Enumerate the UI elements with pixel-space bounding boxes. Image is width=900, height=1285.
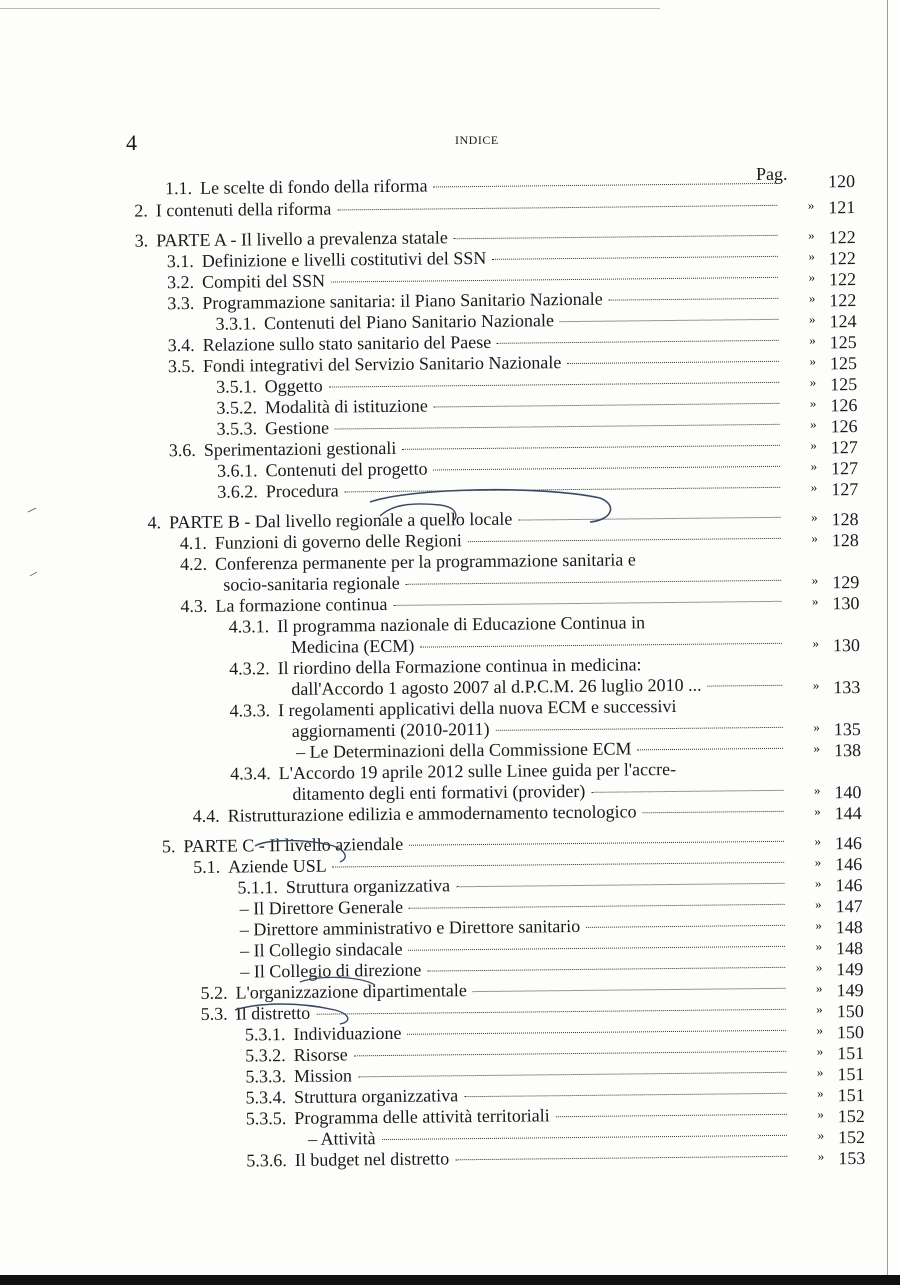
ditto-mark: » [812,635,819,651]
ditto-mark: » [808,311,816,327]
toc-entry-number: 3.2. [166,271,195,293]
toc-entry-number: 5. [161,836,176,857]
toc-entry-number: 2. [134,200,148,221]
toc-entry-number: 4. [147,512,162,533]
ditto-mark: » [808,227,815,243]
toc-entry-number: 3.3. [167,292,195,314]
toc-entry-title: PARTE C - Il livello aziendale [183,833,404,857]
page-number-value: 127 [830,458,859,479]
toc-entry-title: Programmazione sanitaria: il Piano Sanitario Nazionale [202,288,603,313]
toc-entry-number: 4.3.4. [230,763,271,784]
toc-entry-title: I regolamenti applicativi della nuova ECM e successivi [277,695,677,721]
page-number-value: 151 [837,1084,865,1106]
page-number-value: 135 [833,719,861,740]
toc-entry-title: Medicina (ECM) [290,635,415,657]
toc-entry-number: 3.4. [167,334,195,356]
page-number-value: 148 [835,938,864,959]
ditto-mark: » [816,1043,824,1059]
ditto-mark: » [809,395,817,411]
ditto-mark: » [815,938,823,954]
toc-entry-number: 5.1. [193,856,221,878]
ditto-mark: » [813,740,821,756]
ditto-mark: » [816,1064,824,1080]
page-number-value: 146 [835,875,863,896]
toc-entry-number: 5.3.1. [244,1024,286,1045]
toc-entry-title: – Direttore amministrativo e Direttore sanitario [239,915,581,940]
toc-entry-title: – Il Direttore Generale [239,896,404,919]
page-number-value: 129 [832,572,860,593]
toc-entry-number: 4.3.3. [229,700,271,721]
toc-entry-number: 4.3.2. [229,658,270,679]
pen-mark-underline [370,490,611,522]
toc-entry-number: 4.1. [179,532,207,554]
ditto-mark: » [814,833,822,849]
page-number-value: 126 [830,395,858,416]
page-number-value: 124 [829,311,857,332]
toc-entry-title: – Il Collegio di direzione [240,959,422,982]
page-number-value: 121 [828,197,856,218]
ditto-mark: » [809,374,817,390]
page-number-value: 128 [831,509,859,530]
page-number-value: 144 [834,803,862,824]
page-number-value: 138 [833,740,862,761]
page-number-value: 148 [835,917,863,938]
ditto-mark: » [814,803,821,819]
toc-entry-number: 3.5.3. [216,418,258,439]
toc-entry-title: Il programma nazionale di Educazione Continua in [277,612,646,637]
toc-entry-title: La formazione continua [215,593,388,616]
toc-entry-number: 4.3. [180,595,208,617]
ditto-mark: » [816,1022,824,1038]
page-number-value: 130 [832,635,861,656]
toc-entry-number: 5.3.2. [245,1045,286,1066]
toc-entry-title: Funzioni di governo delle Regioni [214,530,462,553]
toc-entry-title: PARTE B - Dal livello regionale a quello locale [168,508,513,533]
ditto-mark: » [813,719,820,735]
page-number-value: 122 [829,290,857,311]
toc-entry-title: ditamento degli enti formativi (provider) [292,780,586,804]
toc-entry-title: Individuazione [293,1022,402,1044]
margin-mark [30,572,37,576]
toc-entry-number: 3.5.2. [216,397,257,418]
page-number-value: 127 [830,437,858,458]
ditto-mark: » [815,959,823,975]
page-number-value: 146 [834,833,863,854]
margin-mark [28,508,36,512]
toc-entry-title: Mission [293,1065,353,1086]
pen-mark-underline [235,1004,348,1024]
page-number-value: 149 [836,959,864,980]
toc-entry-title: Programma delle attività territoriali [294,1105,550,1128]
ditto-mark: » [817,1085,824,1101]
ditto-mark: » [810,479,818,495]
toc-entry-number: 5.3.6. [246,1150,287,1171]
toc-entry-title: L'organizzazione dipartimentale [235,980,467,1003]
page-number-value: 152 [837,1126,866,1148]
toc-entry-title: Il distretto [235,1002,311,1024]
ditto-mark: » [808,248,815,264]
ditto-mark: » [815,980,823,996]
toc-entry-title: I contenuti della riforma [155,198,332,221]
toc-entry-title: L'Accordo 19 aprile 2012 sulle Linee guida per l'accre- [278,758,677,784]
toc-entry-title: Contenuti del Piano Sanitario Nazionale [263,310,555,334]
toc-entry-title: Procedura [265,480,339,502]
toc-entry-number: 5.3. [200,1003,228,1024]
ditto-mark: » [810,509,818,525]
ditto-mark: » [817,1127,825,1143]
toc-entry-title: Aziende USL [228,855,327,877]
page-number-value: 150 [836,1021,865,1043]
toc-entry-title: Ristrutturazione edilizia e ammodernamento tecnologico [227,801,637,826]
page-number-value: 150 [836,1001,864,1022]
toc-entry-number: 3.5. [167,355,196,377]
ditto-mark: » [814,875,822,891]
page-number-value: 122 [828,248,856,269]
ditto-mark: » [811,572,819,588]
ditto-mark: » [811,530,818,546]
toc-entry-number: 3.6.1. [216,460,258,481]
toc-entry-title: – Attività [307,1128,376,1149]
ditto-mark: » [809,332,816,348]
page-number-value: 151 [837,1063,865,1085]
ditto-mark: » [814,854,822,870]
toc-entry-number: 5.3.4. [245,1087,287,1108]
ditto-mark: » [817,1106,824,1122]
toc-entry-title: Compiti del SSN [201,270,326,292]
toc-entry-title: Il budget nel distretto [294,1148,450,1170]
toc-entry-title: Gestione [265,417,330,439]
ditto-mark: » [807,197,815,213]
toc-entry-title: – Il Collegio sindacale [239,938,403,961]
toc-entry-number: 3.1. [166,250,194,272]
toc-entry-title: – Le Determinazioni della Commissione ECM [295,738,632,762]
ditto-mark: » [813,782,821,798]
toc-entry-title: Sperimentazioni gestionali [203,437,397,460]
pen-mark-stroke [300,977,375,985]
ditto-mark: » [810,458,818,474]
page-column-label: Pag. [756,164,788,184]
page-number-value: 147 [835,896,863,917]
page-number-value: 122 [828,227,856,248]
page-number-value: 140 [834,782,862,803]
toc-entry-number: 4.3.1. [228,616,270,637]
pen-mark-loop [380,504,456,522]
page-number-value: 151 [837,1042,865,1064]
toc-entry-title: PARTE A - Il livello a prevalenza statale [156,227,448,251]
toc-entry-number: 3.5.1. [216,376,257,397]
page-number-value: 133 [833,677,861,698]
toc-entry-number: 3.6. [168,439,196,461]
running-head: INDICE [455,133,499,147]
page-number-value: 149 [836,980,864,1001]
page-number-value: 120 [827,171,856,192]
page-number-value: 125 [829,353,858,374]
toc-entry-number: 5.2. [200,982,228,1003]
ditto-mark: » [810,437,817,453]
toc-entry-title: Le scelte di fondo della riforma [199,175,428,198]
toc-entry-title: Struttura organizzativa [285,875,451,898]
toc-entry-title: Conferenza permanente per la programmazione sanitaria e [214,549,636,574]
toc-entry-title: Contenuti del progetto [265,458,428,481]
toc-entry-number: 5.3.5. [245,1108,287,1129]
ditto-mark: » [812,677,820,693]
toc-entry-number: 3.6.2. [217,481,258,502]
toc-entry-number: 5.1.1. [237,877,279,898]
toc-entry-number: 3. [134,230,149,251]
page-number-value: 152 [837,1105,865,1127]
ditto-mark: » [808,290,816,306]
ditto-mark: » [816,1001,823,1017]
ditto-mark: » [815,896,822,912]
toc-entry-number: 4.2. [179,553,208,575]
toc-entry-title: Fondi integrativi del Servizio Sanitario Nazionale [202,352,562,376]
ditto-mark: » [817,1148,825,1164]
ditto-mark: » [809,353,817,369]
toc-entry-title: aggiornamenti (2010-2011) [291,718,490,741]
toc-entry-title: Risorse [293,1044,348,1065]
page-number-value: 153 [838,1147,866,1169]
page-number-value: 127 [831,479,859,500]
page-number-value: 128 [831,530,859,551]
toc-entry-title: Il riordino della Formazione continua in medicina: [277,654,642,679]
page-number-value: 126 [830,416,858,437]
toc-entry-title: Modalità di istituzione [264,395,428,418]
toc-entry-number: 4.4. [192,805,220,827]
toc-entry-title: dall'Accordo 1 agosto 2007 al d.P.C.M. 26 luglio 2010 ... [291,674,702,699]
page-number-value: 122 [828,269,857,290]
page-number-value: 146 [835,854,863,875]
toc-entry-number: 1.1. [164,177,193,199]
pen-mark-underline [255,841,345,862]
toc-entry-title: Oggetto [264,375,323,397]
ditto-mark: » [808,269,816,285]
page-number: 4 [126,130,137,155]
page-number-value: 130 [832,593,860,614]
toc-entry-number: 5.3.3. [245,1066,287,1087]
ditto-mark: » [810,416,817,432]
toc-entry-title: socio-sanitaria regionale [223,572,400,595]
page-number-value: 125 [830,374,858,395]
toc-entry-title: Relazione sullo stato sanitario del Paese [202,331,492,355]
ditto-mark: » [811,593,819,609]
page-number-value: 125 [829,332,857,353]
toc-entry-title: Definizione e livelli costitutivi del SSN [201,247,487,271]
toc-entry-number: 3.3.1. [215,313,257,334]
toc-entry-title: Struttura organizzativa [294,1085,459,1107]
ditto-mark: » [815,917,822,933]
